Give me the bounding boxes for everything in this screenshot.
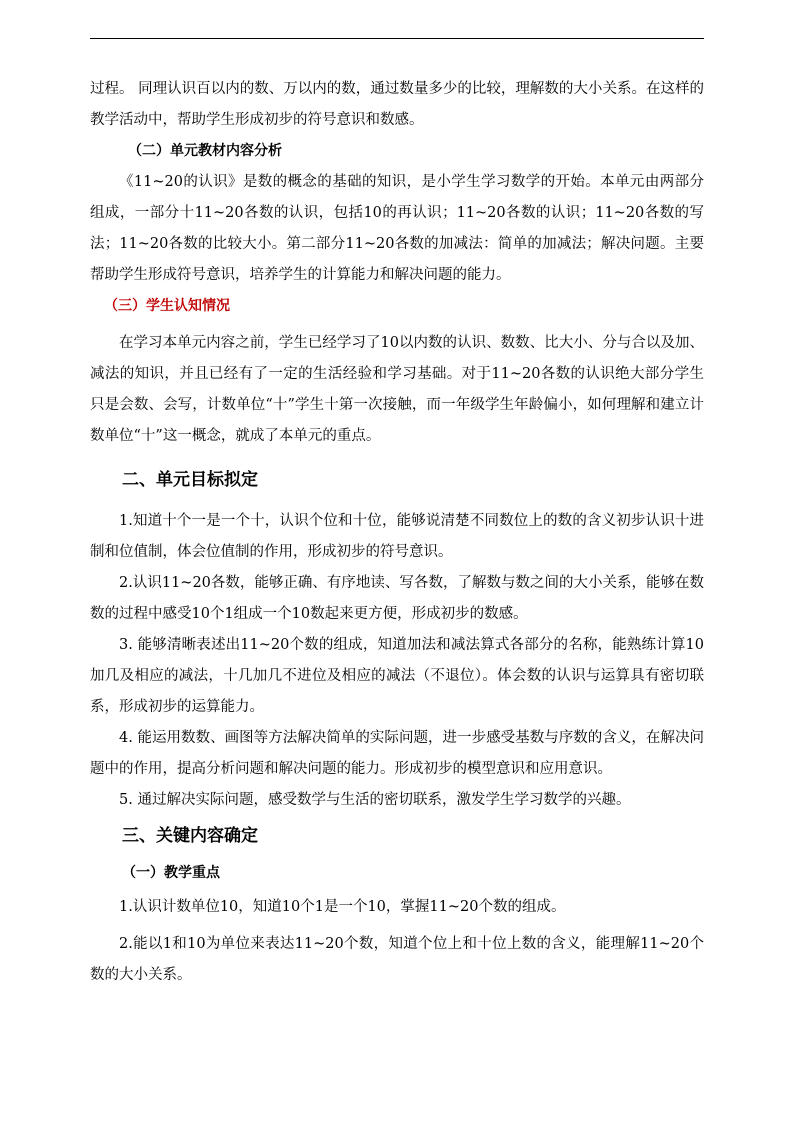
goals-list xyxy=(90,506,704,816)
goal-item: 2.认识11~20各数，能够正确、有序地读、写各数，了解数与数之间的大小关系，能够在数数的过程中感受10个1组成一个10数起来更方便，形成初步的数感。 xyxy=(90,575,704,622)
paragraph-process: 过程。 同理认识百以内的数、万以内的数，通过数量多少的比较，理解数的大小关系。在这样的教学活动中，帮助学生形成初步的符号意识和数感。 xyxy=(90,81,704,128)
heading-student-cognition: （三）学生认知情况 xyxy=(104,298,230,314)
paragraph-content-analysis: 《11~20的认识》是数的概念的基础的知识，是小学生学习数学的开始。本单元由两部分组成，一部分十11~20各数的认识，包括10的再认识；11~20各数的认识；11~20各数的写法；11~20各数的比较大小。第二部分11~20各数的加减法：简单的加减法；解决问题。主要帮助学生形成符号意识，培养学生的计算能力和解决问题的能力。 xyxy=(90,174,704,283)
section-heading-key-content: 三、关键内容确定 xyxy=(122,826,258,846)
focus-item: 2.能以1和10为单位来表达11~20个数，知道个位上和十位上数的含义，能理解11~20个数的大小关系。 xyxy=(90,936,704,983)
goal-item: 1.知道十个一是一个十，认识个位和十位，能够说清楚不同数位上的数的含义初步认识十进制和位值制，体会位值制的作用，形成初步的符号意识。 xyxy=(90,513,704,560)
goal-item: 5. 通过解决实际问题，感受数学与生活的密切联系，激发学生学习数学的兴趣。 xyxy=(119,792,631,808)
document-body xyxy=(90,74,704,991)
focus-item: 1.认识计数单位10，知道10个1是一个10，掌握11~20个数的组成。 xyxy=(119,899,566,915)
teaching-focus-list xyxy=(90,892,704,991)
goal-item: 3. 能够清晰表述出11~20个数的组成，知道加法和减法算式各部分的名称，能熟练计算10加几及相应的减法，十几加几不进位及相应的减法（不退位）。体会数的认识与运算具有密切联系，形成初步的运算能力。 xyxy=(90,637,704,715)
section-heading-goals: 二、单元目标拟定 xyxy=(122,470,258,490)
paragraph-student-cognition: 在学习本单元内容之前，学生已经学习了10以内数的认识、数数、比大小、分与合以及加、减法的知识，并且已经有了一定的生活经验和学习基础。对于11~20各数的认识绝大部分学生只是会数、会写，计数单位“十”学生十第一次接触，而一年级学生年龄偏小，如何理解和建立计数单位“十”这一概念，就成了本单元的重点。 xyxy=(90,335,704,444)
header-rule xyxy=(90,38,704,39)
heading-content-analysis: （二）单元教材内容分析 xyxy=(128,143,282,159)
goal-item: 4. 能运用数数、画图等方法解决简单的实际问题，进一步感受基数与序数的含义，在解决问题中的作用，提高分析问题和解决问题的能力。形成初步的模型意识和应用意识。 xyxy=(90,730,704,777)
subheading-teaching-focus: （一）教学重点 xyxy=(122,865,220,881)
